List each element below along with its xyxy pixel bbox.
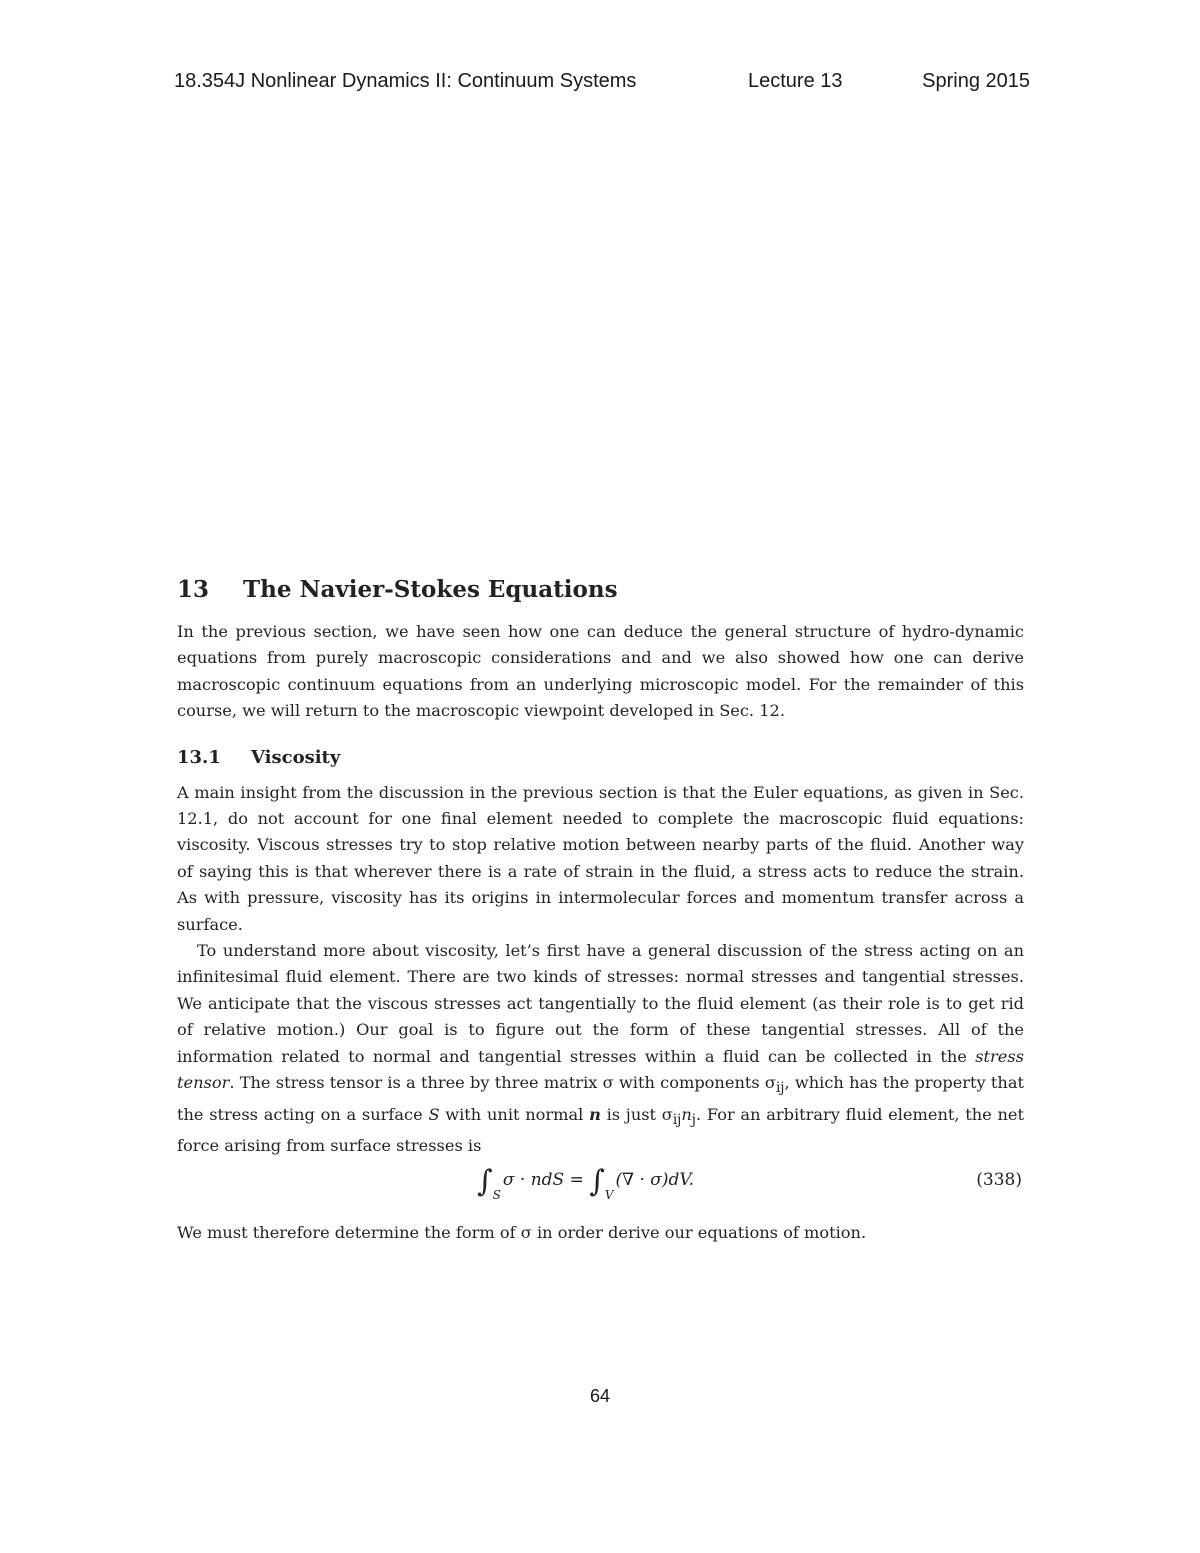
stress-tensor-term: stress tensor bbox=[177, 1046, 1024, 1093]
equation-body bbox=[477, 1164, 694, 1202]
subscript: ij bbox=[775, 1080, 785, 1097]
equation-number: (338) bbox=[976, 1169, 1022, 1190]
equation-rhs: (∇ · σ)dV. bbox=[615, 1169, 695, 1190]
section-number: 13 bbox=[177, 576, 210, 603]
text-run: is just σ bbox=[600, 1104, 673, 1124]
lecture-label: Lecture 13 bbox=[748, 70, 843, 92]
page-number: 64 bbox=[589, 1386, 611, 1406]
main-content bbox=[177, 576, 1024, 1246]
text-run: . For an arbitrary fluid element, the net force arising from surface stresses is bbox=[177, 1104, 1025, 1156]
section-heading bbox=[177, 576, 1024, 603]
course-title: 18.354J Nonlinear Dynamics II: Continuum Systems bbox=[174, 70, 637, 92]
subsection-number: 13.1 bbox=[177, 746, 221, 768]
text-run: , which has the property that the stress acting on a surface bbox=[177, 1073, 1024, 1124]
math-symbol: n bbox=[681, 1104, 692, 1124]
viscosity-paragraph-2 bbox=[177, 938, 1024, 1160]
integral-subscript: V bbox=[604, 1187, 614, 1202]
integral-sign: ∫ bbox=[589, 1163, 605, 1199]
subscript: ij bbox=[672, 1111, 682, 1128]
integral-sign: ∫ bbox=[477, 1163, 493, 1199]
text-run: . The stress tensor is a three by three matrix σ with components σ bbox=[229, 1073, 776, 1093]
text-run: with unit normal bbox=[439, 1104, 590, 1124]
term-label: Spring 2015 bbox=[922, 70, 1030, 92]
page-header bbox=[174, 70, 1030, 100]
closing-paragraph: We must therefore determine the form of σ in order derive our equations of motion. bbox=[177, 1222, 867, 1242]
integral-subscript: S bbox=[492, 1187, 501, 1202]
text-run: To understand more about viscosity, let’s first have a general discussion of the stress acting on an infinitesimal fluid element. There are two kinds of stresses: normal stresses and tangential stresses. We anticipate that the viscous stresses act tangentially to the fluid element (as their role is to get rid of relative motion.) Our goal is to figure out the form of these tangential stresses. All of the information related to normal and tangential stresses within a fluid can be collected in the bbox=[177, 941, 1024, 1066]
equation-338 bbox=[177, 1162, 1024, 1214]
section-intro-paragraph: In the previous section, we have seen how one can deduce the general structure of hydro-dynamic equations from purely macroscopic considerations and and we also showed how one can derive macroscopic continuum equations from an underlying microscopic model. For the remainder of this course, we will return to the macroscopic viewpoint developed in Sec. 12. bbox=[177, 622, 1024, 721]
section-title: The Navier-Stokes Equations bbox=[243, 576, 618, 603]
equation-lhs: σ · ndS = bbox=[502, 1169, 590, 1190]
math-symbol: n bbox=[589, 1104, 601, 1124]
viscosity-paragraph-1: A main insight from the discussion in the previous section is that the Euler equations, as given in Sec. 12.1, do not account for one final element needed to complete the macroscopic fluid equations: viscosity. Viscous stresses try to stop relative motion between nearby parts of the fluid. Another way of saying this is that wherever there is a rate of strain in the fluid, a stress acts to reduce the strain. As with pressure, viscosity has its origins in intermolecular forces and momentum transfer across a surface. bbox=[177, 782, 1024, 934]
subsection-title: Viscosity bbox=[251, 746, 341, 768]
math-symbol: S bbox=[428, 1104, 440, 1124]
subsection-heading bbox=[177, 747, 1024, 768]
subscript: j bbox=[691, 1111, 696, 1128]
